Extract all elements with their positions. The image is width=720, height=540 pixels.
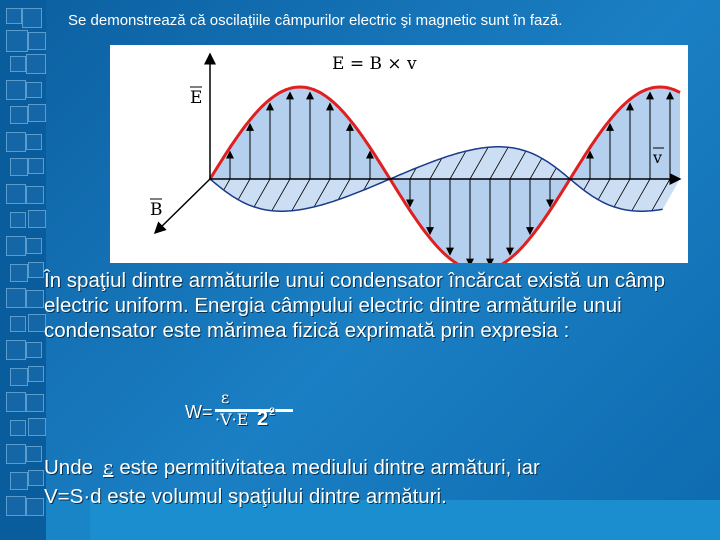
decorative-square [28,262,44,278]
definition-rest: este permitivitatea mediului dintre armături, iar [119,456,540,479]
formula-lhs: W= [185,402,213,422]
decorative-square [22,8,42,28]
decorative-square [26,342,42,358]
explanation-paragraph: În spaţiul dintre armăturile unui condensator încărcat există un câmp electric uniform. Energia câmpului electric dintre armăturile unui condensator este mărimea fizică exprimată prin expresia : [44,269,666,342]
decorative-square [28,210,46,228]
formula-exponent: 2 [269,406,276,418]
decorative-square [10,264,28,282]
decorative-square [10,420,26,436]
definition-unde: Unde [44,456,94,479]
decorative-square [10,472,28,490]
decorative-square [26,394,44,412]
wave-figure [110,45,688,263]
definition-line-1 [44,453,714,482]
b-axis [155,179,210,233]
b-axis-label: B [150,200,163,220]
decorative-square [26,290,44,308]
decorative-square [28,32,46,50]
decorative-square [26,186,44,204]
decorative-square [6,30,28,52]
decorative-square [10,212,26,228]
slide-title: Se demonstrează că oscilaţiile câmpurilor electric şi magnetic sunt în fază. [68,12,563,29]
wave-diagram [110,45,688,263]
v-axis-label: v [653,148,663,167]
decorative-square [6,496,26,516]
decorative-square [6,340,26,360]
decorative-square [6,184,26,204]
decorative-square [6,8,22,24]
decorative-square [28,470,44,486]
definition-text [44,453,714,511]
decorative-square [26,54,46,74]
decorative-square [26,446,42,462]
decorative-square [28,104,46,122]
decorative-square [26,238,42,254]
decorative-square [10,368,28,386]
decorative-square [6,392,26,412]
decorative-square [10,106,28,124]
formula-numerator: ε [221,388,230,407]
decorative-square [6,236,26,256]
e-axis-label: E [190,88,203,108]
formula-two: 2 [257,408,269,430]
wave-group [210,87,680,263]
energy-formula [185,388,315,438]
epsilon-symbol: ε [103,455,114,479]
decorative-square [26,498,44,516]
decorative-square [6,288,26,308]
decorative-square [6,80,26,100]
formula-denominator: ·V·E [215,410,249,429]
decorative-square [10,158,28,176]
definition-line-2: V=S·d este volumul spaţiului dintre armături. [44,485,447,508]
decorative-square [28,418,46,436]
decorative-square [10,56,26,72]
decorative-square [28,158,44,174]
decorative-square [26,82,42,98]
decorative-square [6,444,26,464]
field-equation: E = B × v [332,54,417,74]
decorative-square [26,134,42,150]
decorative-square [10,316,26,332]
decorative-square [6,132,26,152]
left-decorative-strip [0,0,46,540]
decorative-square [28,366,44,382]
